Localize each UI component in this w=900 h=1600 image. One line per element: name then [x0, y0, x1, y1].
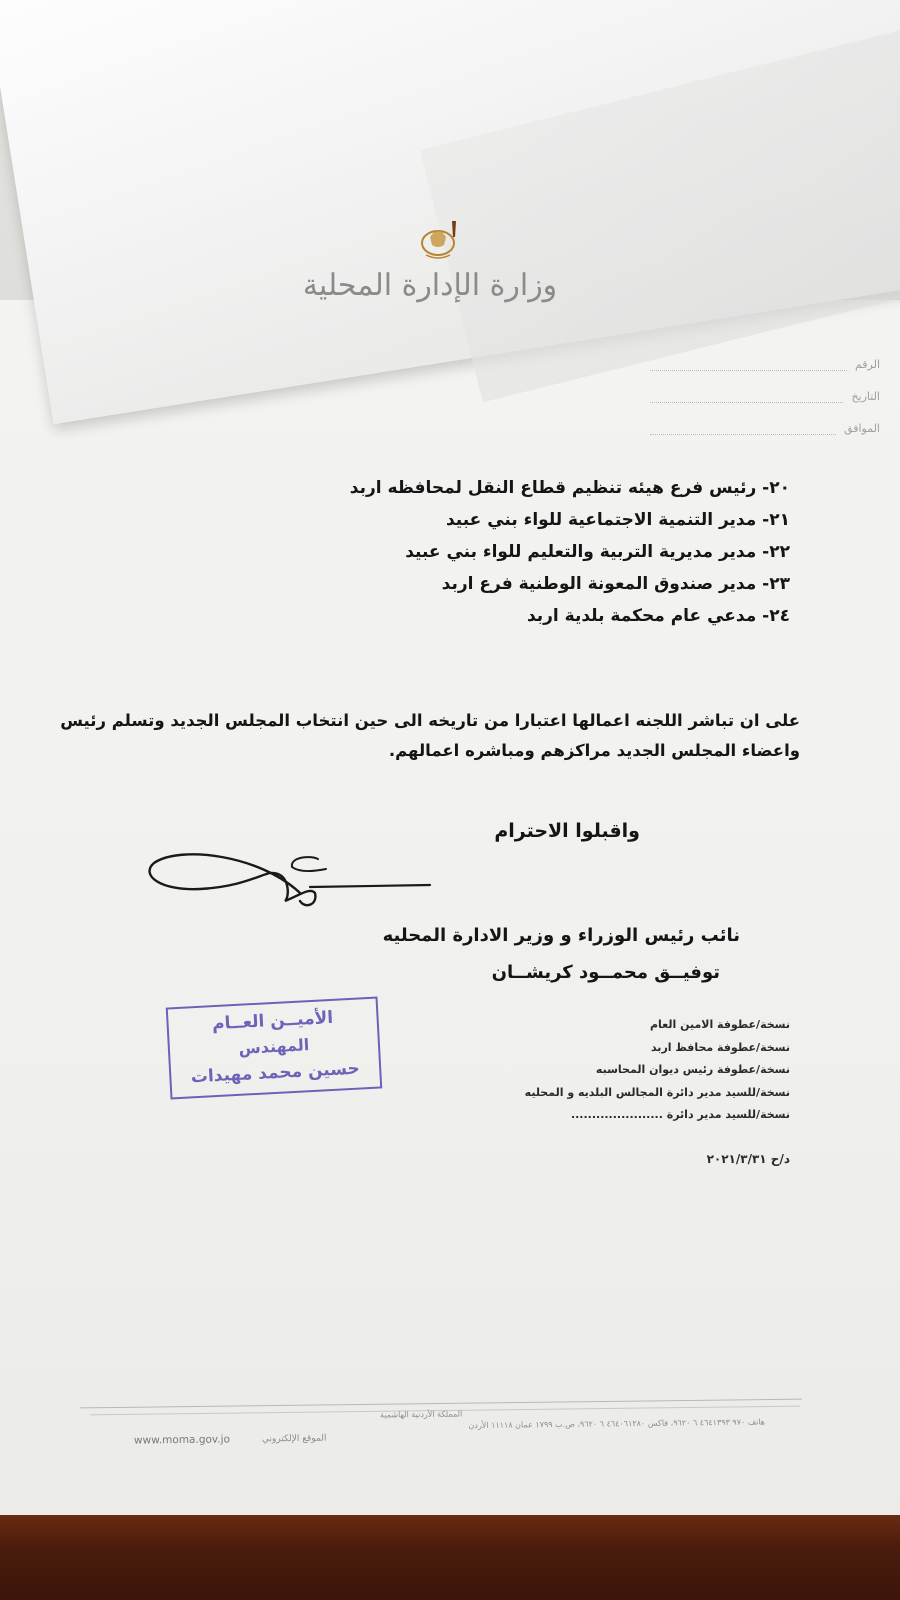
footer-contact: هاتف ٩٧٠ ٤٦٤١٣٩٣ ٦ ٩٦٢٠، فاكس ٤٦٤٠٦١٢٨٠ ٦ ٩٦٢٠، ص.ب ١٧٩٩ عمان ١١١١٨ الأردن: [468, 1417, 766, 1431]
signer-title: نائب رئيس الوزراء و وزير الادارة المحليه: [382, 925, 740, 946]
list-item: ٢٠- رئيس فرع هيئه تنظيم قطاع النقل لمحافظه اربد: [349, 478, 790, 498]
meta-blank-line: [650, 362, 847, 371]
ministry-name: وزارة الإدارة المحلية: [302, 268, 558, 303]
official-stamp: [166, 997, 383, 1100]
meta-label: الرقم: [854, 358, 880, 371]
copies-list: [460, 1014, 790, 1127]
list-item: ٢٤- مدعي عام محكمة بلدية اربد: [526, 606, 790, 626]
meta-field-date: [650, 390, 880, 403]
meta-label: التاريخ: [851, 390, 880, 403]
meta-blank-line: [650, 426, 836, 435]
footer-brand: المملكة الأردنية الهاشمية: [379, 1409, 463, 1420]
footer-website: www.moma.gov.jo: [133, 1433, 231, 1447]
meta-field-number: [650, 358, 880, 371]
committee-members-list: [270, 472, 790, 632]
list-item: نسخة/عطوفة رئيس ديوان المحاسبه: [595, 1063, 790, 1076]
list-item: ٢٢- مدير مديرية التربية والتعليم للواء بني عبيد: [405, 542, 790, 562]
meta-blank-line: [650, 394, 843, 403]
list-item: نسخة/للسيد مدير دائرة المجالس البلديه و المحليه: [524, 1085, 790, 1099]
list-item: نسخة/للسيد مدير دائرة ......................: [570, 1108, 790, 1121]
reference-date: د/ح ٢٠٢١/٣/٣١: [706, 1152, 790, 1166]
wooden-table-edge: [0, 1515, 900, 1600]
list-item: ٢١- مدير التنمية الاجتماعية للواء بني عبيد: [445, 510, 790, 530]
list-item: ٢٣- مدير صندوق المعونة الوطنية فرع اربد: [441, 574, 790, 594]
stamp-rank: المهندس: [238, 1035, 310, 1058]
crest-icon: [408, 215, 468, 265]
body-paragraph: على ان تباشر اللجنه اعمالها اعتبارا من تاريخه الى حين انتخاب المجلس الجديد وتسلم رئيس واعضاء المجلس الجديد مراكزهم ومباشره اعمالهم.: [60, 711, 800, 760]
meta-label: الموافق: [844, 422, 880, 435]
footer-website-label: الموقع الإلكتروني: [261, 1433, 327, 1445]
signer-name: توفيــق محمــود كريشــان: [491, 962, 720, 983]
meta-field-corresponding: [650, 422, 880, 435]
closing-greeting: واقبلوا الاحترام: [494, 820, 640, 842]
stamp-name: حسين محمد مهيدات: [190, 1058, 361, 1088]
list-item: نسخة/عطوفة محافظ اربد: [650, 1040, 790, 1054]
stamp-title: الأميــن العــام: [211, 1007, 334, 1035]
list-item: نسخة/عطوفة الامين العام: [649, 1018, 790, 1031]
